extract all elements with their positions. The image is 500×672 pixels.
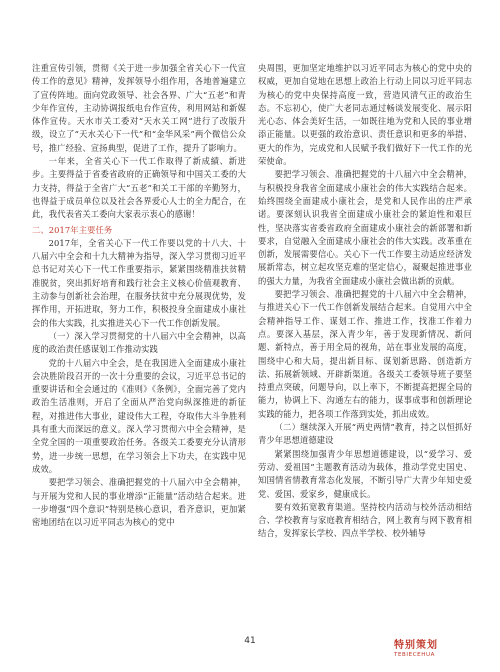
paragraph: 央周围，更加坚定地维护以习近平同志为核心的党中央的权威，更加自觉地在思想上政治上行动上同以习近平同志为核心的党中央保持高度一致，营造风清气正的政治生态。不忘初心，使广大老同志通过畅谈发展变化、展示阳光心态、体会美好生活，一如既往地为党和人民的事业增添正能量。以更强的政治意识、责任意识和更多的举措、更大的作为，完成党和人民赋予我们做好下一代工作的光荣使命。: [258, 63, 472, 167]
subsection-heading: （二）继续深入开展“两史两情”教育，持之以恒抓好青少年思想道德建设: [258, 422, 472, 446]
brand-subtitle: TEBIECEHUA: [394, 652, 435, 658]
section-heading: 二、2017年主要任务: [32, 224, 113, 235]
paragraph: 要有效拓宽教育渠道。坚持校内活动与校外活动相结合、学校教育与家庭教育相结合，网上教育与网下教育相结合，发挥家长学校、四点半学校、校外辅导: [258, 501, 472, 539]
subsection-heading: （一）深入学习贯彻党的十八届六中全会精神，以高度的政治责任感谋划工作推动实践: [32, 330, 246, 355]
paragraph: 2017年，全省关心下一代工作要以党的十八大、十八届六中全会和十九大精神为指导，深入学习贯彻习近平总书记对关心下一代工作重要指示，紧紧围绕精准扶贫精准脱贫，突出抓好培育和践行社会主义核心价值观教育、主动参与创新社会治理，在服务扶贫中充分展现优势，发挥作用，开拓进取，努力工作，积极投身全面建成小康社会的伟大实践，扎实推进关心下一代工作创新发展。: [32, 237, 246, 328]
paragraph: 党的十八届六中全会，是在我国进入全面建成小康社会决胜阶段召开的一次十分重要的会议，习近平总书记的重要讲话和全会通过的《准则》《条例》，全面完善了党内政治生活准则，开启了全面从严治党向纵深推进的新征程，对推进伟大事业，建设伟大工程，夺取伟大斗争胜利具有重大而深远的意义。深入学习贯彻六中全会精神，是全党全国的一项重要政治任务。各级关工委要充分认清形势，进一步统一思想，在学习领会上下功夫，在实践中见成效。: [32, 357, 246, 474]
brand-title: 特别策划: [394, 640, 438, 651]
paragraph: 一年来，全省关心下一代工作取得了新成績、新进步。主要得益于省委省政府的正确领导和中国关工委的大力支持，得益于全省广大“五老”和关工干部的辛勤努力，也得益于成员单位以及社会各界爱心人士的全力配合，在此，我代表省关工委向大家表示衷心的感谢！: [32, 156, 246, 220]
page-number: 41: [244, 636, 256, 646]
right-text-column: [258, 62, 472, 541]
section-brand: [394, 636, 438, 658]
paragraph: 要把学习领会、准确把握党的十八届六中全会精神，与开展为党和人民的事业增添“正能量”活动结合起来。进一步增强“四个意识”特别是核心意识，看齐意识，更加紧密地团结在以习近平同志为核心的党中: [32, 477, 246, 528]
left-text-column: [32, 62, 246, 529]
paragraph: 要把学习领会、准确把握党的十八届六中全会精神，与推进关心下一代工作创新发展结合起来。自觉用六中全会精神指导工作、谋划工作、推进工作，找准工作着力点。要深入基层，深入青少年，善于发现新情况、新问题、新特点，善于用全局的视角，站在事业发展的高度，围绕中心和大局，提出新目标、谋划新思路、创造新方法、拓展新领域、开辟新渠道。各级关工委领导班子要坚持重点突破，问题导向，以上率下，不断提高把握全局的能力，协调上下、沟通左右的能力，谋事成事和创新理论实践的能力，把各项工作落到实处，抓出成效。: [258, 289, 472, 419]
paragraph: 要把学习领会、准确把握党的十八届六中全会精神，与积极投身我省全面建成小康社会的伟大实践结合起来。始终围绕全面建成小康社会，是党和人民作出的庄严承诺。要深刻认识我省全面建成小康社会的紧迫性和艰巨性，坚决落实省委省政府全面建成小康社会的新部署和新要求，自觉融入全面建成小康社会的伟大实践。改革重在创新，发展需要信心。关心下一代工作要主动适应经济发展新常态，树立起攻坚克难的坚定信心，凝聚起推进事业的强大力量，为我省全面建成小康社会做出新的贡献。: [258, 169, 472, 286]
paragraph: 紧紧围绕加强青少年思想道德建设，以“爱学习、爱劳动、爱祖国”主题教育活动为载体，推动学党史国史、知国情省情教育常态化发展，不断引导广大青少年知史爱党、爱国、爱家乡，健康成长。: [258, 448, 472, 499]
paragraph: 注重宣传引领，贯彻《关于进一步加强全省关心下一代宣传工作的意见》精神，发挥领导小组作用，各地普遍建立了宣传阵地。面向党政领导、社会各界、广大“五老”和青少年作宣传，主动协调报纸电台作宣传，利用网站和新媒体作宣传。天水市关工委对“天水关工网”进行了改版升级，设立了“天水关心下一代”和“金华风采”两个微信公众号，推广经验、宣扬典型，促进了工作，提升了影响力。: [32, 63, 246, 153]
